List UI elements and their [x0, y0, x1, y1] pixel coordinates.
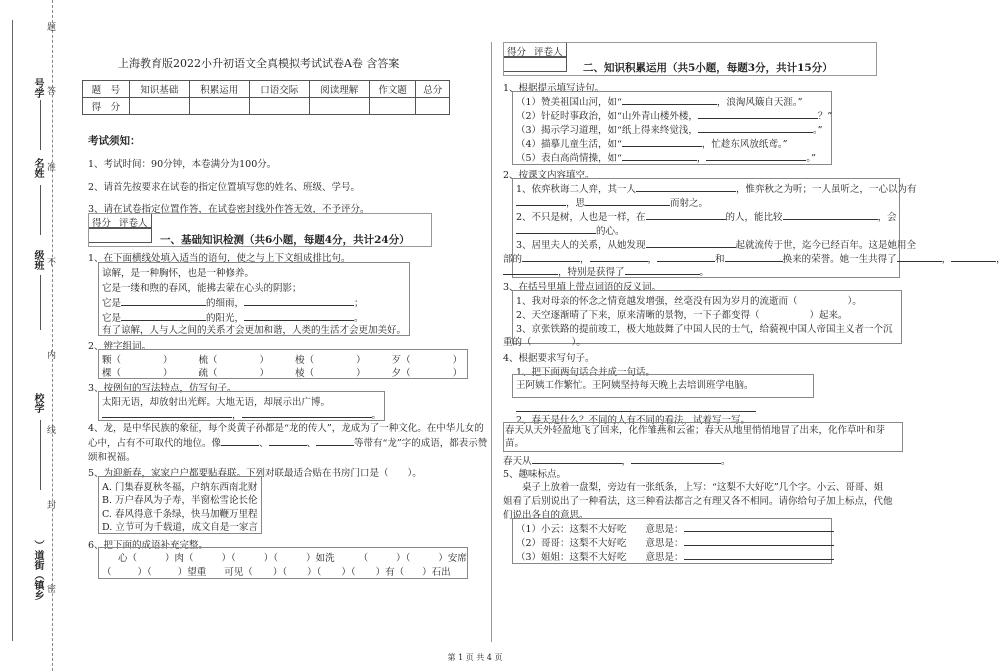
text: 1、依弈秋诲二人弈，其一人 [516, 184, 637, 195]
fill-line [40, 100, 41, 150]
text: （1）小云：这梨不大好吃 意思是： [516, 524, 684, 535]
text: ）如洗 [306, 553, 335, 564]
text: 棵（ [102, 368, 122, 379]
blank[interactable] [622, 151, 697, 161]
text: 起就流传于世，迄今已经百年。这是她用全 [735, 240, 917, 251]
s2-q3-item3: 3、京张铁路的提前竣工，极大地鼓舞了中国人民的士气，给藐视中国人帝国主义者一个沉 [516, 324, 893, 335]
s2-q5: 5、趣味标点。 [503, 469, 567, 480]
text: （ [102, 567, 112, 578]
text: ）石出 [422, 567, 451, 578]
option-b[interactable]: B. 万户春风为子寿，半窗松雪论长伦 [102, 495, 258, 506]
s1-q4: 4、龙，是中华民族的象征，每个炎黄子孙都是“龙的传人”，龙成为了一种文化。在中华儿女的心中，占有不可取代的地位。像 、 、 等带有“龙”字的成语，都表示赞颂和祝福。 [88, 423, 488, 463]
label-school: 校学 [32, 393, 43, 413]
text: 等带有“龙”字的成语，都表示赞颂和祝福。 [88, 438, 488, 463]
text: ） [163, 368, 173, 379]
s2-q4-1-text: 王阿姨工作繁忙。王阿姨坚持每天晚上去培训班学电脑。 [516, 380, 754, 391]
blank[interactable] [516, 402, 756, 412]
grader-score-label: 得分 [507, 47, 527, 58]
blank[interactable] [706, 151, 806, 161]
text: ）（ [307, 567, 322, 578]
text: ， [696, 153, 707, 164]
text: ） [452, 368, 463, 379]
blank[interactable] [269, 436, 307, 446]
text: 棱（ [295, 368, 315, 379]
blank[interactable] [698, 109, 818, 119]
text: ）起来。 [809, 310, 848, 321]
text: ） [163, 355, 173, 366]
label-student-number: 号学 [32, 78, 43, 98]
score-header: 题 号 [83, 81, 130, 98]
s2-q1-item5 [516, 150, 816, 164]
grader-score-label: 得分 [92, 218, 112, 229]
blank[interactable] [684, 536, 834, 546]
text: 的人，能比较 [725, 212, 783, 223]
text: 可见（ [224, 567, 253, 578]
s2-q4-2-text: 春天从天外轻盈地飞了回来，化作雏燕和云雀；春天从地里悄悄地冒了出来，化作草叶和芽苗。 [505, 425, 886, 449]
text: （ [358, 553, 369, 564]
text: （2）针砭时事政治，如“山外青山楼外楼， [516, 111, 698, 122]
text: （3）揭示学习道理，如“纸上得来终觉浅， [516, 125, 698, 136]
text: 、 [259, 438, 269, 449]
text: ，忙趁东风放纸鸢。” [701, 139, 788, 150]
text: ） [356, 368, 366, 379]
text: 的细雨， [206, 298, 245, 309]
outer-line [12, 20, 13, 641]
text: ）（ [137, 567, 152, 578]
text: 。” [812, 125, 823, 136]
blank[interactable] [244, 311, 354, 321]
blank[interactable] [244, 296, 354, 306]
text: ，浪淘风簸自天涯。” [716, 97, 803, 108]
text: ， [941, 254, 952, 265]
score-header: 作文题 [369, 81, 416, 98]
option-c[interactable]: C. 春风得意千条绿，快马加鞭万里程 [102, 509, 258, 520]
blank[interactable] [516, 224, 596, 234]
text: ， [580, 254, 590, 265]
s2-q4-1: 1、把下面两句话合并成一句话。 [516, 367, 656, 378]
text: ，会 [877, 212, 897, 223]
s2-q2-item3 [516, 237, 916, 251]
blank[interactable] [783, 210, 878, 220]
text: 夕（ [391, 368, 411, 379]
blank[interactable] [532, 454, 622, 464]
cut-char-2: 答 [47, 87, 57, 97]
page-footer: 第 1 页 共 4 页 [447, 653, 503, 662]
notice-item: 2、请首先按要求在试卷的指定位置填写您的姓名、班级、学号。 [88, 182, 361, 193]
cut-char-5: 内 [47, 351, 57, 361]
s2-q2-item1 [516, 181, 917, 195]
fill-line [40, 420, 41, 490]
text: ）肉（ [165, 553, 194, 564]
cut-char-7: 封 [47, 501, 57, 511]
score-cell[interactable] [189, 98, 249, 115]
blank[interactable] [625, 265, 700, 275]
blank[interactable] [684, 522, 834, 532]
s2-q2-item2 [516, 209, 897, 223]
text: 春天从 [503, 456, 532, 467]
column-divider [491, 42, 492, 642]
s1-q1-line5: 有了谅解，人与人之间的关系才会更加和谐，人类的生活才会更加美好。 [102, 325, 407, 336]
s2-q3-item1 [516, 293, 862, 307]
s1-q2-row2 [102, 365, 462, 379]
text: 梳（ [198, 355, 218, 366]
s2-q1-item1 [516, 94, 803, 108]
blank[interactable] [636, 182, 736, 192]
text: （3）姐姐：这梨不大好吃 意思是： [516, 552, 684, 563]
text: ， [996, 254, 1006, 265]
notice-item: 1、考试时间：90分钟，本卷满分为100分。 [88, 159, 277, 170]
score-header: 知识基础 [129, 81, 189, 98]
s2-q2-item3c [503, 264, 709, 278]
blank[interactable] [622, 137, 702, 147]
option-d[interactable]: D. 立节可为千载道，成文自是一家言 [102, 522, 258, 533]
blank[interactable] [725, 252, 783, 262]
cut-char-6: 线 [47, 426, 57, 436]
grader-name-label: 评卷人 [119, 218, 148, 229]
text: ） [259, 355, 270, 366]
blank[interactable] [522, 252, 580, 262]
s2-q5-text1: 桌子上放着一盘梨，旁边有一张纸条，上写：“这梨不大好吃”几个字。小云、哥哥、姐 [522, 482, 884, 493]
s1-q3: 3、按例句的写法特点，仿写句子。 [88, 383, 237, 394]
cut-char-1: 题 [47, 23, 57, 33]
text: 的阳光， [206, 313, 245, 324]
blank[interactable] [102, 408, 232, 418]
s2-q2-item1b [516, 195, 708, 209]
s2-q3-item3b [503, 334, 586, 348]
option-a[interactable]: A. 门集春夏秋冬福，户纳东西南北财 [102, 482, 258, 493]
s1-q2-row1 [102, 352, 462, 366]
section2-title: 二、知识积累运用（共5小题，每题3分，共计15分） [583, 62, 833, 74]
text: 疏（ [198, 368, 218, 379]
s2-q3: 3、在括号里填上带点词语的反义词。 [503, 282, 662, 293]
text: ？” [817, 111, 833, 122]
text: 它是 [102, 313, 122, 324]
text: 3、居里夫人的关系，从她发现 [516, 240, 646, 251]
s1-q6: 6、把下面的成语补充完整。 [88, 540, 209, 551]
text: 和 [715, 254, 725, 265]
s2-q1-item4 [516, 136, 788, 150]
label-class: 级班 [32, 250, 43, 270]
text: ） [356, 355, 366, 366]
text: 换来的荣誉。她一生共得了 [782, 254, 897, 265]
cut-char-4: 不 [47, 258, 57, 268]
text: 重的（ [503, 337, 532, 348]
blank[interactable] [897, 252, 942, 262]
text: （2）哥哥：这梨不大好吃 意思是： [516, 538, 684, 549]
s1-q3-example: 太阳无语，却放射出光辉。大地无语，却展示出广博。 [102, 397, 331, 408]
s2-q4-2: 2、春天是什么？不同的人有不同的看法，试着写一写。 [516, 415, 751, 426]
text: 而射之。 [670, 198, 709, 209]
blank[interactable] [646, 238, 736, 248]
text: ，思 [566, 198, 586, 209]
cut-char-8: 密 [47, 585, 57, 595]
blank[interactable] [631, 454, 721, 464]
text: 的心。 [596, 226, 625, 237]
score-header: 积累运用 [189, 81, 249, 98]
text: 心（ [118, 553, 138, 564]
grader-name-label: 评卷人 [534, 47, 563, 58]
s2-q4-2-answer: 春天从 ， 。 [503, 456, 731, 467]
text: ） [452, 355, 463, 366]
s2-q1-item2 [516, 108, 832, 122]
text: 2、天空逐渐晴了下来，原来清晰的景物，一下子都变得（ [516, 310, 760, 321]
text: 部的 [503, 254, 523, 265]
text: ）（ [396, 553, 411, 564]
section1-title: 一、基础知识检测（共6小题，每题4分，共计24分） [160, 234, 410, 246]
blank[interactable] [516, 196, 566, 206]
blank[interactable] [121, 311, 206, 321]
s2-q5-item1 [516, 521, 834, 535]
s1-q6-row2 [102, 564, 451, 578]
dashed-seal-line [52, 0, 53, 671]
text: （4）描摹儿童生活，如“ [516, 139, 622, 150]
fill-line [40, 275, 41, 330]
label-name: 名姓 [32, 158, 43, 178]
text: ）望重 [177, 567, 207, 578]
s2-q5-item2 [516, 535, 834, 549]
score-cell[interactable] [309, 98, 369, 115]
text: ， [647, 254, 658, 265]
text: 2、不只是树，人也是一样，在 [516, 212, 646, 223]
score-header: 口语交际 [249, 81, 309, 98]
text: 。” [806, 153, 817, 164]
notice-item: 3、请在试卷指定位置作答，在试卷密封线外作答无效，不予评分。 [88, 204, 370, 215]
blank[interactable] [221, 436, 259, 446]
s1-q1-line3 [102, 295, 364, 309]
score-cell[interactable] [369, 98, 416, 115]
blank[interactable] [242, 408, 372, 418]
text: ）（ [263, 553, 279, 564]
s2-q1: 1、根据提示填写诗句。 [503, 83, 605, 94]
s2-q5-text3: 们说出各自的意思。 [503, 510, 589, 521]
text: ）安席 [438, 553, 467, 564]
s2-q5-item3 [516, 549, 834, 563]
text: （5）表白高尚情操，如“ [516, 153, 622, 164]
score-cell[interactable] [129, 98, 189, 115]
text: ）。 [571, 337, 586, 348]
text: ）（ [221, 553, 236, 564]
score-label: 得 分 [83, 98, 130, 115]
score-header: 阅读理解 [309, 81, 369, 98]
s1-q1-line1: 谅解，是一种胸怀，也是一种修养。 [102, 268, 255, 279]
text: 。 [354, 313, 364, 324]
blank[interactable] [585, 196, 670, 206]
blank[interactable] [503, 265, 558, 275]
score-cell[interactable] [416, 98, 450, 115]
text: 歹（ [391, 355, 411, 366]
text: ，特别是获得了 [558, 267, 625, 278]
s1-q1-line2: 它是一缕和煦的春风，能拂去蒙在心头的阴影； [102, 283, 302, 294]
blank[interactable] [657, 252, 715, 262]
score-table [82, 80, 450, 115]
blank[interactable] [698, 123, 813, 133]
cut-char-3: 准 [47, 163, 57, 173]
s1-q3-answer[interactable]: ， 。 [102, 407, 381, 421]
label-town: ）道街（镇乡 [32, 540, 43, 600]
score-cell[interactable] [249, 98, 309, 115]
s2-q2-item3b [503, 251, 1006, 265]
exam-title: 上海教育版2022小升初语文全真模拟考试试卷A卷 含答案 [118, 57, 400, 70]
text: ）（ [272, 567, 288, 578]
blank[interactable] [684, 550, 834, 560]
notice-heading: 考试须知： [88, 135, 141, 147]
text: 它是 [102, 298, 122, 309]
blank[interactable] [951, 252, 996, 262]
s1-q1: 1、在下面横线处填入适当的语句，使之与上下文组成排比句。 [88, 253, 351, 264]
fill-line [40, 185, 41, 235]
text: 梭（ [295, 355, 315, 366]
text: ，惟弈秋之为听；一人虽听之，一心以为有 [736, 184, 917, 195]
s2-q3-item2 [516, 307, 848, 321]
text: 。 [699, 267, 710, 278]
blank[interactable] [316, 436, 354, 446]
blank[interactable] [646, 210, 726, 220]
blank[interactable] [622, 95, 717, 105]
s1-q5: 5、为迎新春，家家户户都要贴春联。下列对联最适合贴在书房门口是（ ）。 [88, 468, 422, 479]
s2-q2: 2、按课文内容填空。 [503, 170, 595, 181]
score-header: 总分 [416, 81, 450, 98]
text: ）。 [847, 296, 862, 307]
s2-q4: 4、根据要求写句子。 [503, 353, 595, 364]
s1-q2: 2、辨字组词。 [88, 341, 152, 352]
text: 1、我对母亲的怀念之情竟越发增强，丝毫没有因为岁月的流逝而（ [516, 296, 798, 307]
blank[interactable] [121, 296, 206, 306]
text: 颗（ [102, 355, 122, 366]
s2-q1-item3 [516, 122, 823, 136]
text: 4、龙，是中华民族的象征，每个炎黄子孙都是“龙的传人”，龙成为了一种文化。在中华儿女的心中，占有不可取代的地位。像 [88, 423, 484, 449]
s1-q6-row1 [118, 550, 467, 564]
text: ）有（ [375, 567, 405, 578]
s2-q2-item2b [516, 223, 625, 237]
text: ） [259, 368, 270, 379]
s2-q5-text2: 姐看了后别说出了一种看法，这三种看法都言之有理又各不相同。请你给句子加上标点，代他 [503, 496, 893, 507]
blank[interactable] [590, 252, 648, 262]
text: ）（ [341, 567, 356, 578]
text: ； [354, 298, 364, 309]
text: （1）赞美祖国山河，如“ [516, 97, 622, 108]
